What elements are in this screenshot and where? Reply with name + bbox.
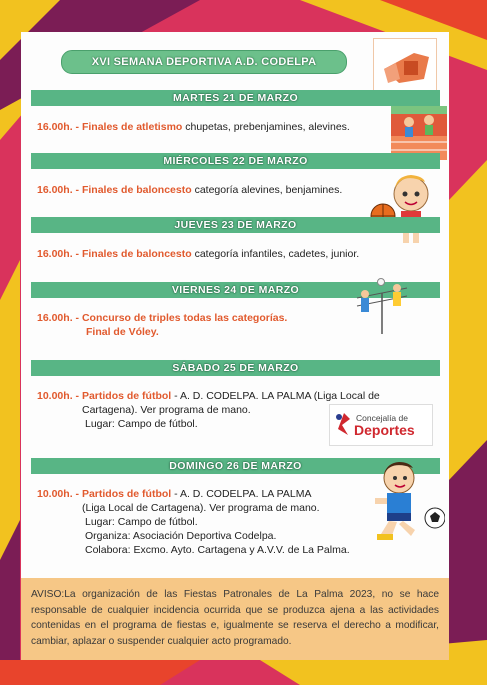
event-highlight-line2: Final de Vóley. bbox=[86, 326, 159, 338]
event-detail: categoría infantiles, cadetes, junior. bbox=[191, 248, 360, 260]
event-line bbox=[37, 120, 350, 134]
deportes-label: Deportes bbox=[354, 422, 415, 438]
day-heading: SÁBADO 25 DE MARZO bbox=[31, 360, 440, 376]
event-highlight: Finales de baloncesto bbox=[81, 248, 192, 260]
event-line bbox=[37, 247, 359, 261]
event-highlight: Partidos de fútbol bbox=[81, 488, 172, 500]
basketball-player-icon bbox=[367, 170, 439, 246]
program-title: XVI SEMANA DEPORTIVA A.D. CODELPA bbox=[61, 50, 347, 74]
event-time: 10.00h. - bbox=[37, 488, 80, 500]
event-organizer: Organiza: Asociación Deportiva Codelpa. bbox=[85, 530, 277, 542]
day-heading: VIERNES 24 DE MARZO bbox=[31, 282, 440, 298]
event-line bbox=[37, 487, 350, 557]
event-detail-line2: (Liga Local de Cartagena). Ver programa de mano. bbox=[82, 502, 320, 514]
event-time: 16.00h. - bbox=[37, 121, 80, 133]
day-heading: MARTES 21 DE MARZO bbox=[31, 90, 440, 106]
event-time: 16.00h. - bbox=[37, 184, 80, 196]
notice-text: AVISO:La organización de las Fiestas Patronales de La Palma 2023, no se hace responsable de cualquier incidencia ocurrida que se produzca ajena a las actividades contenidas en el programa de fiestas e, igualmente se reserva el derecho a modificar, cambiar, aplazar o suspender cualquier acto programado. bbox=[31, 589, 439, 647]
athletics-icon bbox=[391, 106, 447, 160]
day-heading: DOMINGO 26 DE MARZO bbox=[31, 458, 440, 474]
volleyball-players-icon bbox=[349, 278, 415, 334]
event-location: Lugar: Campo de fútbol. bbox=[85, 516, 198, 528]
event-collaborator: Colabora: Excmo. Ayto. Cartagena y A.V.V. de La Palma. bbox=[85, 544, 350, 556]
event-detail-line2: Cartagena). Ver programa de mano. bbox=[82, 404, 251, 416]
deportes-logo-icon bbox=[334, 411, 352, 437]
event-highlight: Concurso de triples todas las categorías. bbox=[81, 312, 288, 324]
concejalia-deportes-logo bbox=[329, 404, 433, 446]
event-time: 10.00h. - bbox=[37, 390, 80, 402]
event-detail: chupetas, prebenjamines, alevines. bbox=[182, 121, 350, 133]
event-detail: categoría alevines, benjamines. bbox=[191, 184, 343, 196]
event-line bbox=[37, 183, 342, 197]
event-time: 16.00h. - bbox=[37, 312, 80, 324]
event-time: 16.00h. - bbox=[37, 248, 80, 260]
event-detail: - A. D. CODELPA. LA PALMA (Liga Local de bbox=[171, 390, 380, 402]
event-location: Lugar: Campo de fútbol. bbox=[85, 418, 198, 430]
event-line bbox=[37, 311, 287, 339]
event-detail: - A. D. CODELPA. LA PALMA bbox=[171, 488, 312, 500]
event-highlight: Partidos de fútbol bbox=[81, 390, 172, 402]
event-highlight: Finales de atletismo bbox=[81, 121, 183, 133]
day-heading: MIÉRCOLES 22 DE MARZO bbox=[31, 153, 440, 169]
program-card bbox=[21, 32, 449, 660]
event-highlight: Finales de baloncesto bbox=[81, 184, 192, 196]
concejalia-label: Concejalía de bbox=[356, 413, 408, 423]
day-heading: JUEVES 23 DE MARZO bbox=[31, 217, 440, 233]
soccer-player-icon bbox=[365, 458, 445, 542]
club-logo-icon bbox=[373, 38, 437, 96]
